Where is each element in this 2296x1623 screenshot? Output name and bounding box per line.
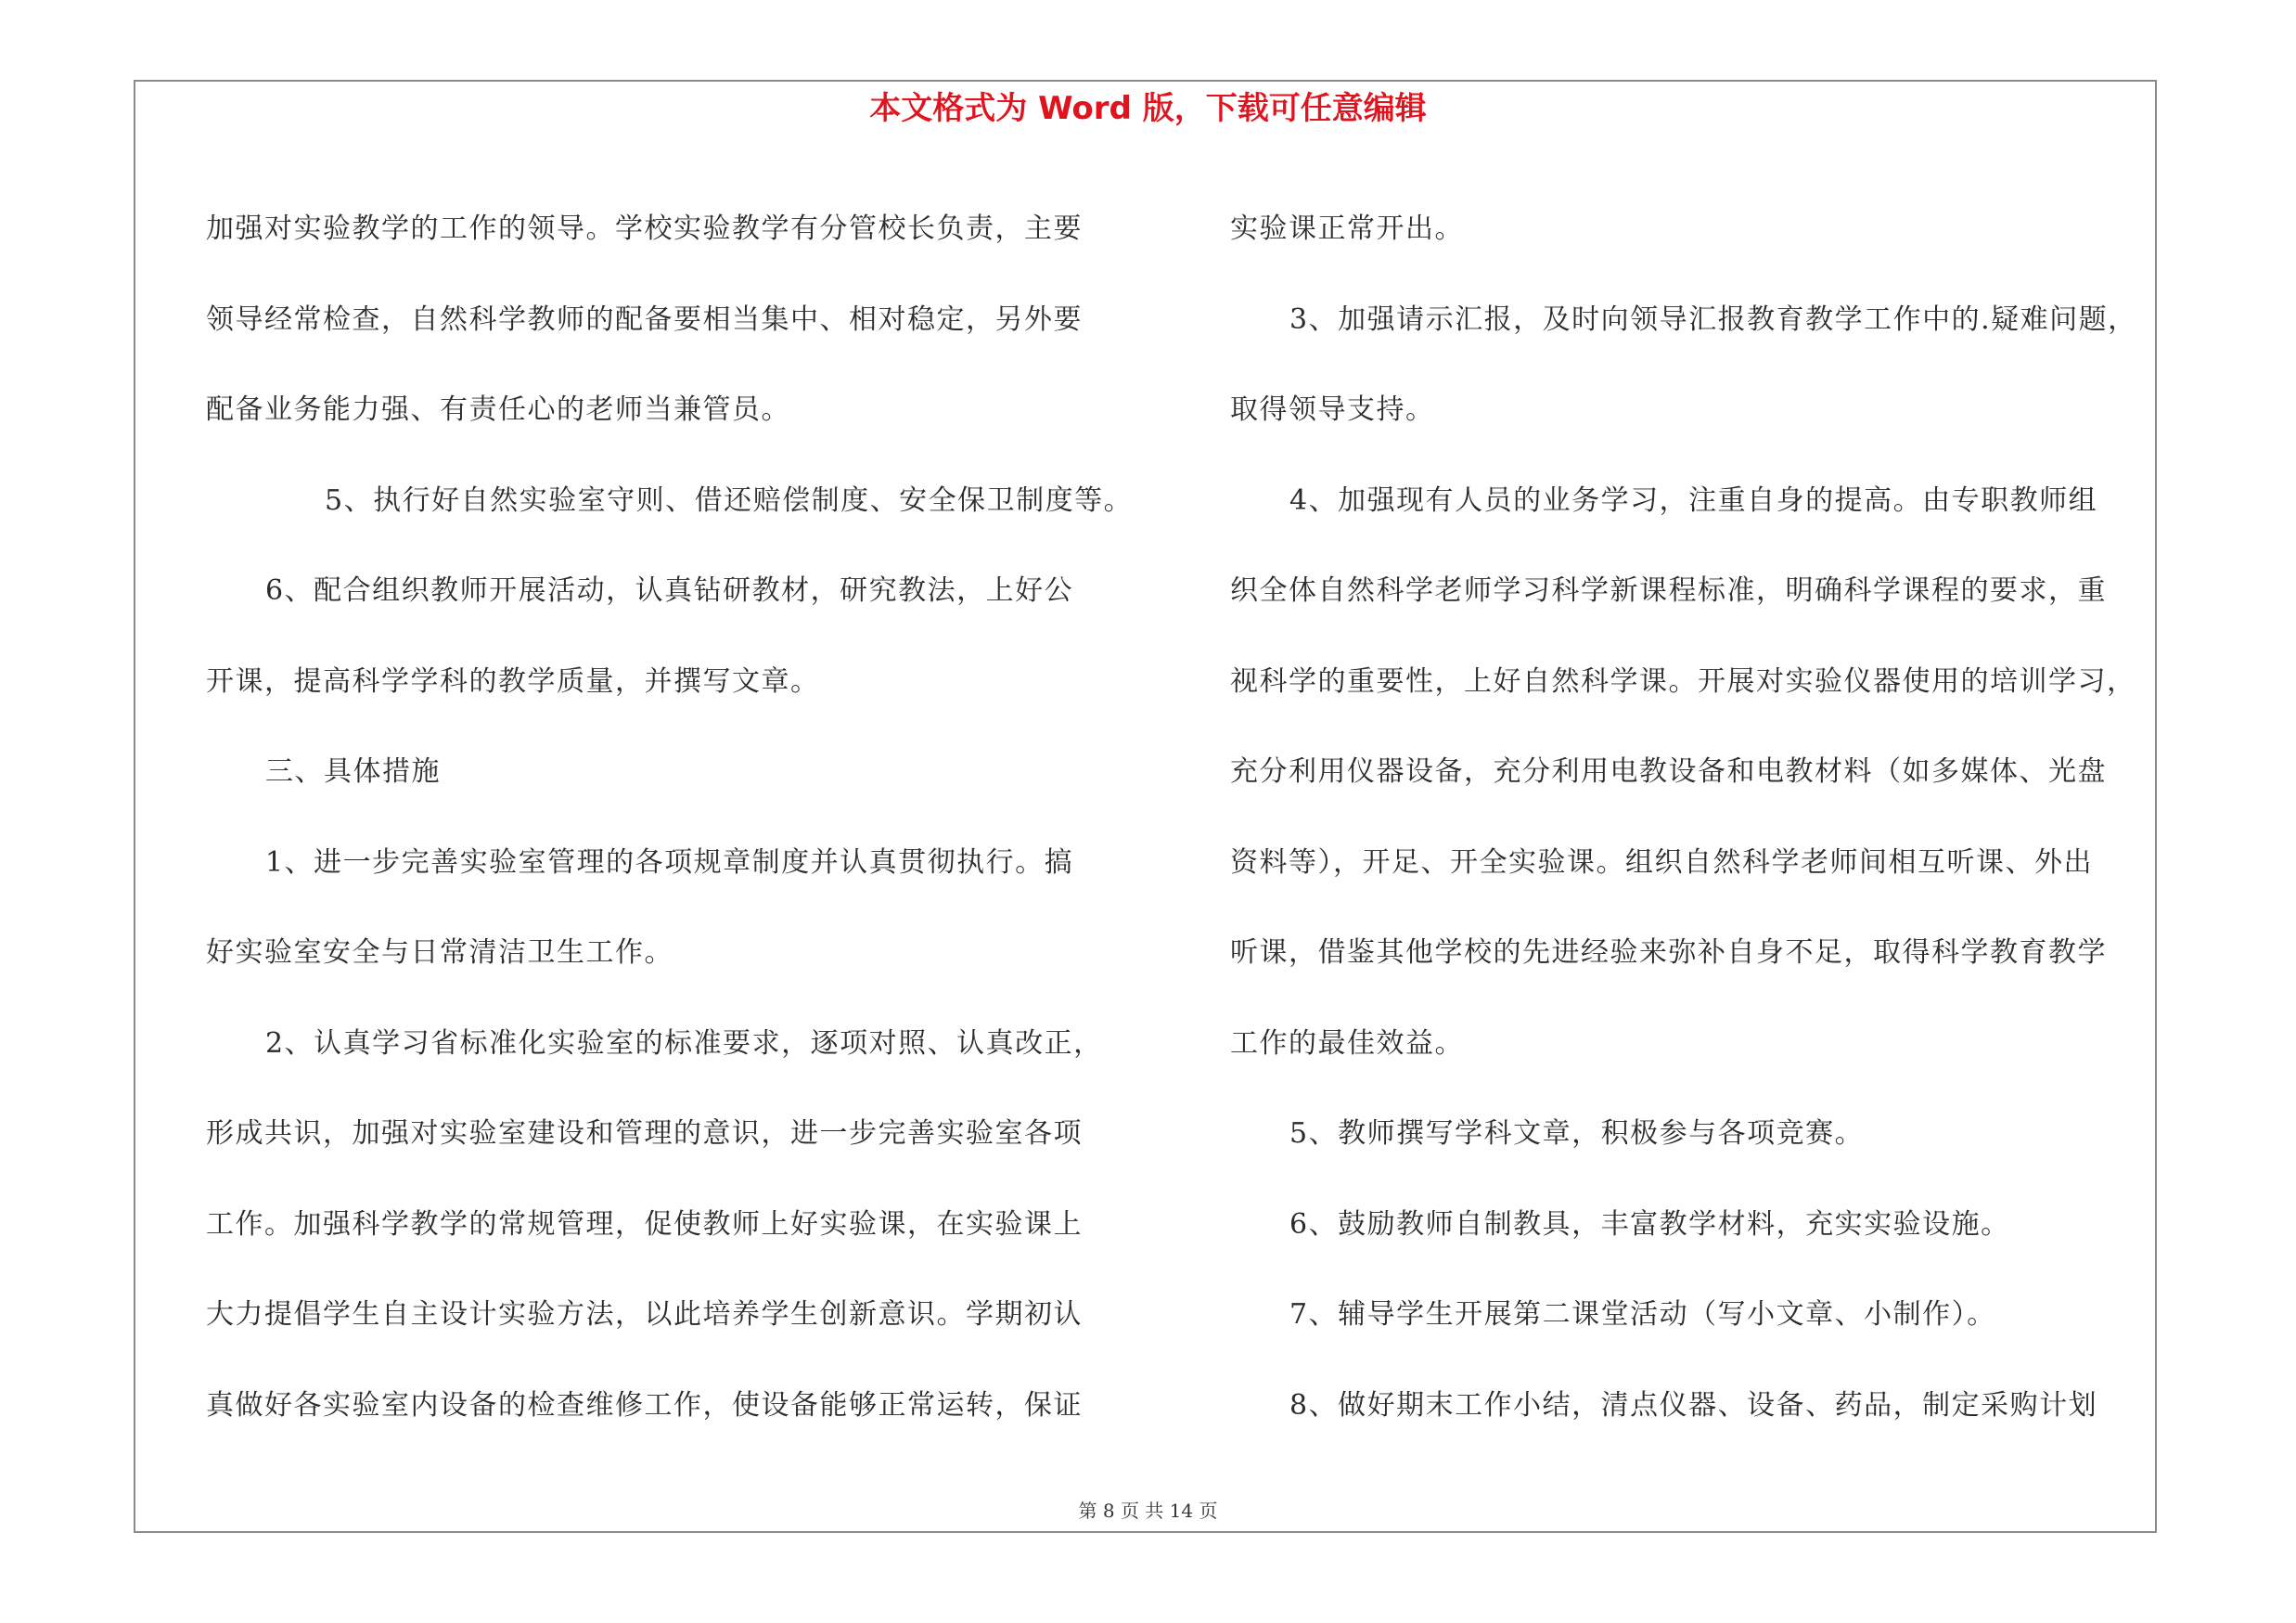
text-line: 6、配合组织教师开展活动，认真钻研教材，研究教法，上好公 <box>265 574 1074 607</box>
text-line: 开课，提高科学学科的教学质量，并撰写文章。 <box>206 664 820 698</box>
text-line: 实验课正常开出。 <box>1230 213 1464 245</box>
text-line: 听课，借鉴其他学校的先进经验来弥补自身不足，取得科学教育教学 <box>1230 936 2107 969</box>
text-line: 充分利用仪器设备，充分利用电教设备和电教材料（如多媒体、光盘 <box>1230 755 2107 788</box>
text-line: 形成共识，加强对实验室建设和管理的意识，进一步完善实验室各项 <box>206 1117 1083 1150</box>
text-line: 织全体自然科学老师学习科学新课程标准，明确科学课程的要求，重 <box>1230 574 2107 607</box>
text-line: 8、做好期末工作小结，清点仪器、设备、药品，制定采购计划 <box>1289 1388 2098 1422</box>
document-header-banner: 本文格式为 Word 版，下载可任意编辑 <box>869 90 1427 127</box>
text-line: 真做好各实验室内设备的检查维修工作，使设备能够正常运转，保证 <box>206 1388 1083 1422</box>
right-text-column <box>1230 184 2148 1450</box>
text-line: 6、鼓励教师自制教具，丰富教学材料，充实实验设施。 <box>1289 1207 2010 1241</box>
section-heading: 三、具体措施 <box>265 755 441 788</box>
text-line: 工作的最佳效益。 <box>1230 1026 1464 1060</box>
text-line: 5、执行好自然实验室守则、借还赔偿制度、安全保卫制度等。 <box>325 483 1134 517</box>
text-line: 7、辅导学生开展第二课堂活动（写小文章、小制作）。 <box>1289 1298 1996 1331</box>
text-line: 配备业务能力强、有责任心的老师当兼管员。 <box>206 393 790 426</box>
page-number-footer: 第 8 页 共 14 页 <box>1078 1500 1218 1522</box>
text-line: 加强对实验教学的工作的领导。学校实验教学有分管校长负责，主要 <box>206 213 1083 245</box>
text-line: 3、加强请示汇报，及时向领导汇报教育教学工作中的.疑难问题， <box>1289 303 2137 336</box>
left-text-column <box>206 184 1148 1450</box>
text-line: 领导经常检查，自然科学教师的配备要相当集中、相对稳定，另外要 <box>206 303 1083 336</box>
text-line: 5、教师撰写学科文章，积极参与各项竞赛。 <box>1289 1117 1865 1150</box>
text-line: 4、加强现有人员的业务学习，注重自身的提高。由专职教师组 <box>1289 483 2098 517</box>
text-line: 取得领导支持。 <box>1230 393 1435 426</box>
text-line: 大力提倡学生自主设计实验方法，以此培养学生创新意识。学期初认 <box>206 1298 1083 1331</box>
text-line: 1、进一步完善实验室管理的各项规章制度并认真贯彻执行。搞 <box>265 845 1074 879</box>
text-line: 资料等），开足、开全实验课。组织自然科学老师间相互听课、外出 <box>1230 845 2093 879</box>
text-line: 2、认真学习省标准化实验室的标准要求，逐项对照、认真改正， <box>265 1026 1103 1060</box>
text-line: 视科学的重要性，上好自然科学课。开展对实验仪器使用的培训学习， <box>1230 664 2136 698</box>
text-line: 好实验室安全与日常清洁卫生工作。 <box>206 936 673 969</box>
text-line: 工作。加强科学教学的常规管理，促使教师上好实验课，在实验课上 <box>206 1207 1083 1241</box>
